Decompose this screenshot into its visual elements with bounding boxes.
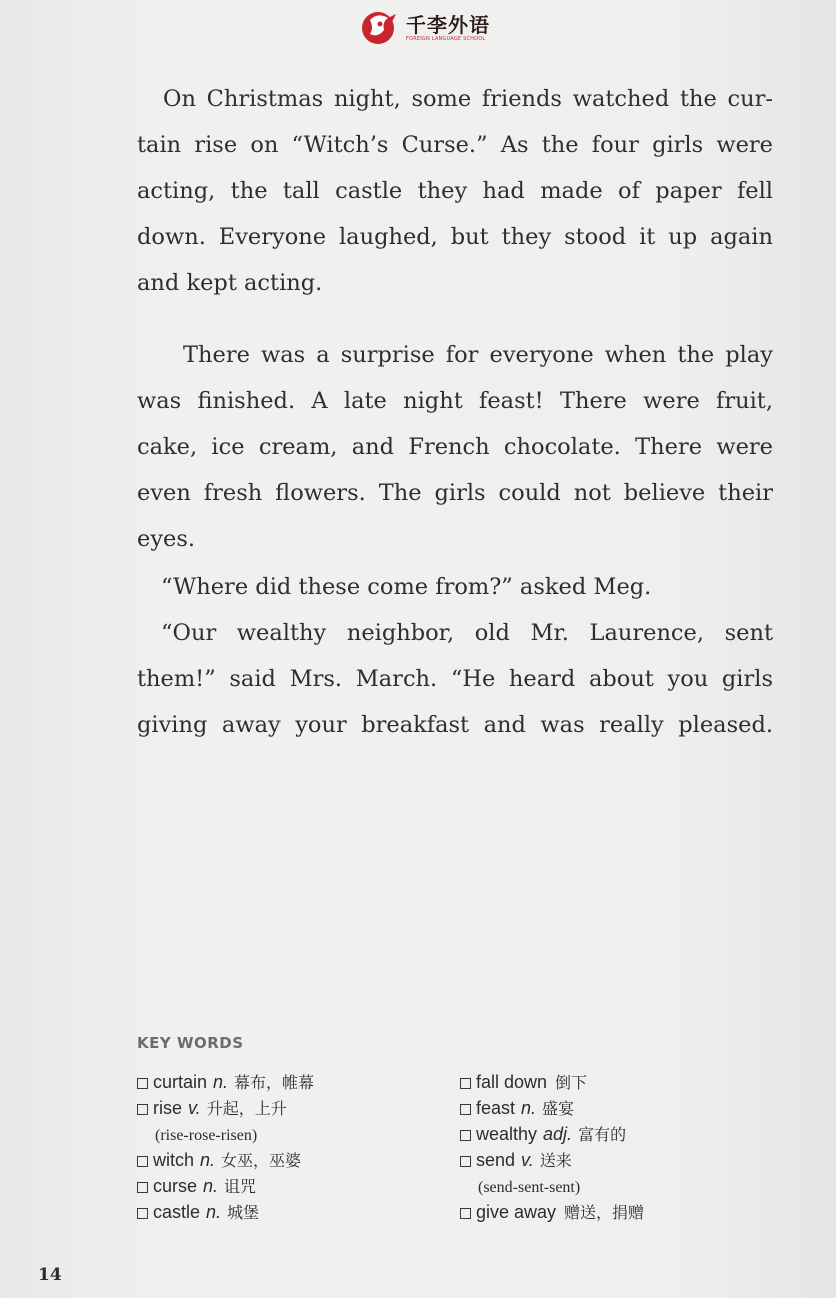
key-words-title: KEY WORDS: [137, 1034, 244, 1052]
key-word-forms: [478, 1174, 580, 1198]
meaning: 女巫，巫婆: [221, 1151, 302, 1170]
meaning: 盛宴: [542, 1099, 575, 1118]
key-word-item: [460, 1070, 587, 1094]
checkbox-icon: [460, 1156, 471, 1167]
key-word: witch: [153, 1150, 195, 1170]
checkbox-icon: [460, 1130, 471, 1141]
key-word: feast: [476, 1098, 516, 1118]
logo-tagline: FOREIGN LANGUAGE SCHOOL: [406, 35, 486, 42]
text-line: “Our wealthy neighbor, old Mr. Laurence, sent: [161, 620, 773, 646]
text-line: them!” said Mrs. March. “He heard about you girls: [137, 666, 773, 692]
key-word: rise: [153, 1098, 183, 1118]
checkbox-icon: [460, 1078, 471, 1089]
checkbox-icon: [460, 1104, 471, 1115]
meaning: 送来: [539, 1151, 572, 1170]
key-word: wealthy: [476, 1124, 538, 1144]
part-of-speech: n.: [521, 1098, 537, 1118]
key-word: give away: [476, 1202, 557, 1222]
key-word: fall down: [476, 1072, 548, 1092]
checkbox-icon: [137, 1104, 148, 1115]
meaning: 幕布，帷幕: [234, 1073, 315, 1092]
text-line: “Where did these come from?” asked Meg.: [161, 574, 652, 600]
verb-forms: (rise-rose-risen): [155, 1127, 258, 1144]
text-line: On Christmas night, some friends watched the cur-: [163, 86, 773, 112]
text-line: was finished. A late night feast! There were fruit,: [137, 388, 773, 414]
text-line: tain rise on “Witch’s Curse.” As the four girls were: [137, 132, 773, 158]
verb-forms: (send-sent-sent): [478, 1179, 581, 1196]
text-line: giving away your breakfast and was really pleased.: [137, 712, 773, 738]
key-word-item: [460, 1096, 574, 1120]
part-of-speech: n.: [206, 1202, 222, 1222]
meaning: 倒下: [555, 1073, 588, 1092]
publisher-logo: [360, 6, 510, 50]
key-word-forms: [155, 1122, 257, 1146]
key-word-item: [137, 1148, 301, 1172]
text-line: down. Everyone laughed, but they stood it up again: [137, 224, 773, 250]
key-word-item: [137, 1070, 314, 1094]
text-line: There was a surprise for everyone when the play: [183, 342, 773, 368]
part-of-speech: v.: [521, 1150, 534, 1170]
part-of-speech: v.: [188, 1098, 201, 1118]
key-word-item: [137, 1096, 287, 1120]
key-word-item: [137, 1200, 259, 1224]
key-word-item: [460, 1200, 644, 1224]
checkbox-icon: [460, 1208, 471, 1219]
meaning: 赠送，捐赠: [564, 1203, 645, 1222]
key-word: curtain: [153, 1072, 208, 1092]
meaning: 诅咒: [224, 1177, 257, 1196]
checkbox-icon: [137, 1078, 148, 1089]
text-line: cake, ice cream, and French chocolate. There were: [137, 434, 773, 460]
checkbox-icon: [137, 1182, 148, 1193]
key-word: send: [476, 1150, 516, 1170]
key-word: curse: [153, 1176, 198, 1196]
checkbox-icon: [137, 1208, 148, 1219]
meaning: 升起，上升: [206, 1099, 287, 1118]
meaning: 富有的: [578, 1125, 627, 1144]
part-of-speech: adj.: [543, 1124, 573, 1144]
key-word-item: [137, 1174, 256, 1198]
page-number: 14: [38, 1265, 62, 1285]
part-of-speech: n.: [213, 1072, 229, 1092]
part-of-speech: n.: [200, 1150, 216, 1170]
logo-name: 千李外语: [406, 12, 490, 37]
text-line: and kept acting.: [137, 270, 323, 296]
meaning: 城堡: [227, 1203, 260, 1222]
logo-mark-icon: [360, 8, 400, 48]
key-word-item: [460, 1122, 626, 1146]
key-word: castle: [153, 1202, 201, 1222]
key-word-item: [460, 1148, 572, 1172]
checkbox-icon: [137, 1156, 148, 1167]
part-of-speech: n.: [203, 1176, 219, 1196]
text-line: acting, the tall castle they had made of paper fell: [137, 178, 773, 204]
text-line: eyes.: [137, 526, 196, 552]
text-line: even fresh flowers. The girls could not believe their: [137, 480, 773, 506]
